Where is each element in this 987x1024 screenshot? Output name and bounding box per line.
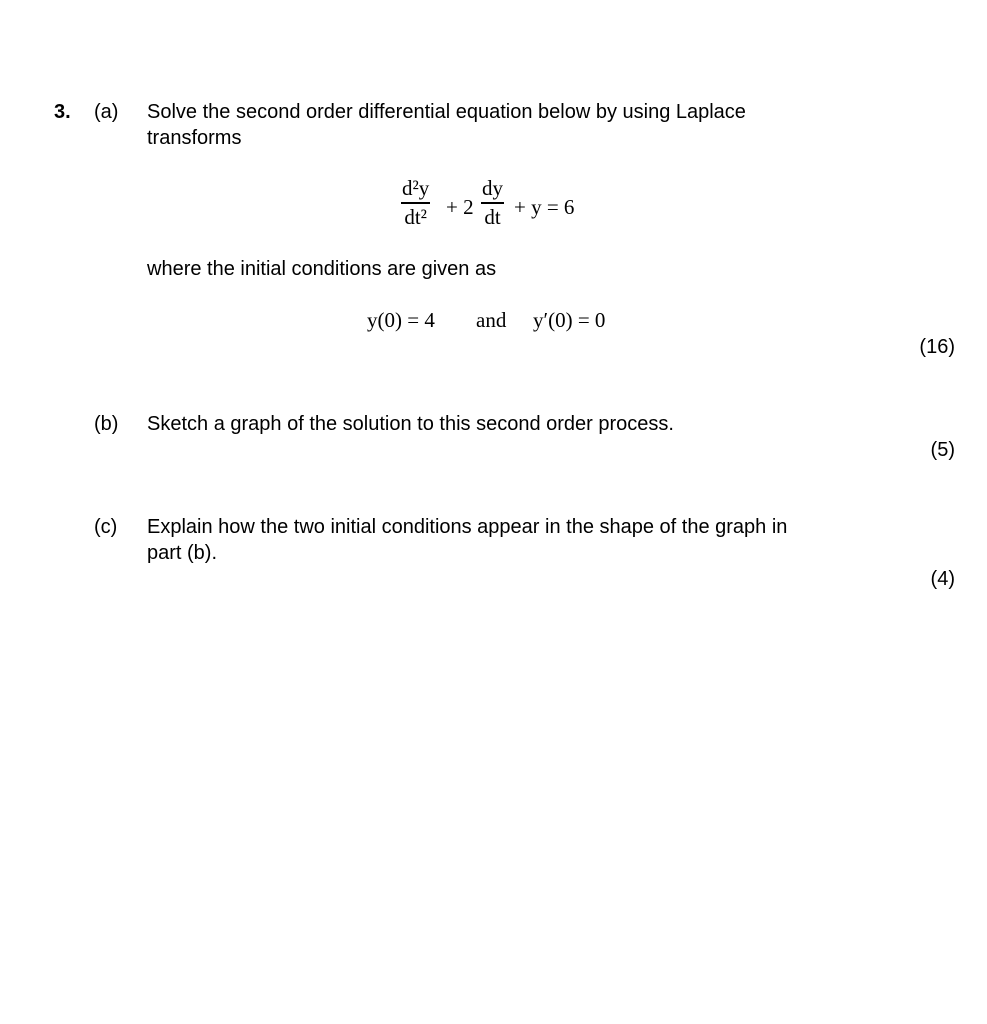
question-number: 3. (54, 101, 71, 123)
fraction-denominator: dt (484, 204, 501, 229)
part-a-label: (a) (94, 101, 119, 123)
condition-and: and (476, 308, 507, 332)
equation-plus-two: + 2 (446, 195, 474, 219)
part-c-marks: (4) (930, 568, 955, 590)
fraction-dy-dt (481, 178, 504, 228)
part-c-text-line1: Explain how the two initial conditions appear in the shape of the graph in (147, 516, 788, 538)
condition-yprime0: y′(0) = 0 (533, 308, 606, 332)
part-b-marks: (5) (930, 439, 955, 461)
fraction-d2y-dt2 (401, 178, 430, 228)
equation-rest: + y = 6 (514, 195, 575, 219)
conditions-intro: where the initial conditions are given as (147, 258, 497, 280)
part-b-text: Sketch a graph of the solution to this second order process. (147, 413, 674, 435)
part-a-text-line2: transforms (147, 127, 242, 149)
part-b-label: (b) (94, 413, 119, 435)
fraction-numerator: d²y (402, 176, 430, 200)
part-c-label: (c) (94, 516, 118, 538)
part-c-text-line2: part (b). (147, 542, 218, 564)
part-a-marks: (16) (919, 336, 955, 358)
fraction-numerator: dy (482, 176, 503, 200)
condition-y0: y(0) = 4 (367, 308, 435, 332)
part-a-text-line1: Solve the second order differential equation below by using Laplace (147, 101, 746, 123)
fraction-denominator: dt² (404, 204, 427, 229)
